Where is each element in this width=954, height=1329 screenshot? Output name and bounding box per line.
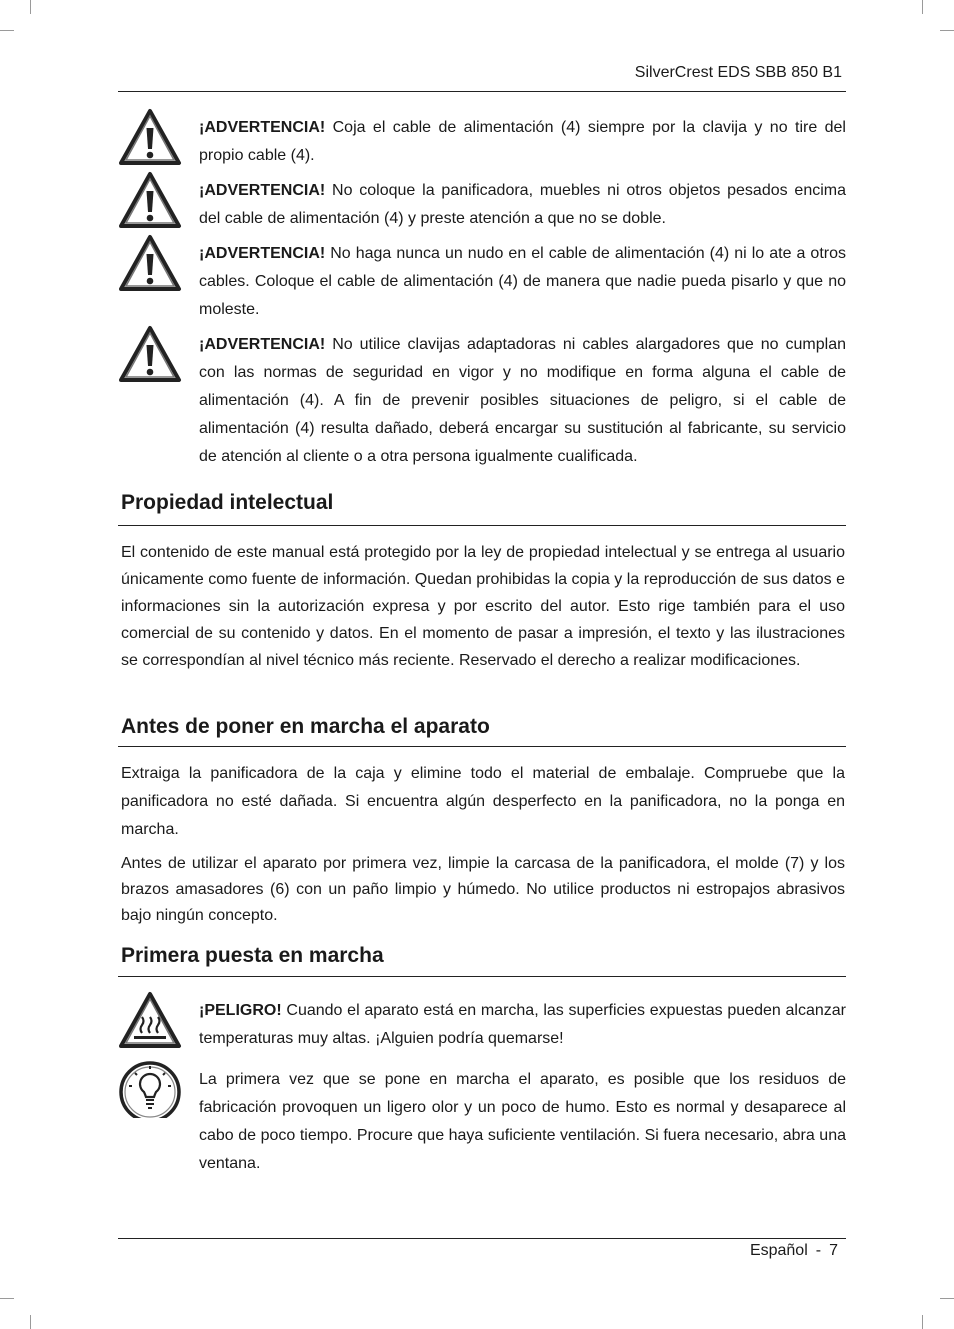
section-rule: [118, 746, 846, 747]
header-rule: [118, 91, 846, 92]
section-heading-primera-puesta: Primera puesta en marcha: [121, 944, 384, 967]
section-rule: [118, 525, 846, 526]
warning-notice: [118, 177, 846, 233]
tip-notice: [118, 1066, 846, 1178]
danger-text: [199, 997, 846, 1053]
warning-notice: [118, 114, 846, 170]
warning-notice: [118, 331, 846, 471]
crop-mark: [0, 30, 14, 31]
danger-label: ¡PELIGRO!: [199, 1002, 282, 1019]
hot-surface-icon: [118, 991, 182, 1049]
warning-label: ¡ADVERTENCIA!: [199, 182, 326, 199]
warning-text: [199, 177, 846, 233]
paragraph-propiedad-intelectual: El contenido de este manual está protegido por la ley de propiedad intelectual y se entrega al usuario únicamente como fuente de información. Quedan prohibidas la copia y la reproducción de sus datos e informaciones sin la autorización expresa y por escrito del autor. Esto rige también para el uso comercial de su contenido y datos. En el momento de pasar a impresión, el texto y las ilustraciones se correspondían al nivel técnico más reciente. Reservado el derecho a realizar modificaciones.: [121, 544, 845, 669]
document-header-title: SilverCrest EDS SBB 850 B1: [634, 64, 842, 81]
warning-body: No haga nunca un nudo en el cable de alimentación (4) ni lo ate a otros cables. Coloque el cable de alimentación (4) de manera que nadie pueda pisarlo y que no moleste.: [199, 245, 846, 318]
footer-rule: [118, 1238, 846, 1239]
warning-text: [199, 240, 846, 324]
section-heading-propiedad-intelectual: Propiedad intelectual: [121, 491, 334, 514]
crop-mark: [922, 0, 923, 14]
warning-triangle-icon: [118, 108, 182, 166]
warning-label: ¡ADVERTENCIA!: [199, 119, 326, 136]
crop-mark: [940, 30, 954, 31]
lightbulb-icon: [118, 1060, 182, 1118]
crop-mark: [922, 1315, 923, 1329]
paragraph-cleaning: Antes de utilizar el aparato por primera vez, limpie la carcasa de la panificadora, el molde (7) y los brazos amasadores (6) con un paño limpio y húmedo. No utilice productos ni estropajos abrasivos bajo ningún concepto.: [121, 855, 845, 924]
warning-label: ¡ADVERTENCIA!: [199, 336, 326, 353]
footer-separator: -: [815, 1242, 822, 1259]
tip-text: La primera vez que se pone en marcha el aparato, es posible que los residuos de fabricación provoquen un ligero olor y un poco de humo. Esto es normal y desaparece al cabo de poco tiempo. Procure que haya suficiente ventilación. Si fuera necesario, abra una ventana.: [199, 1071, 846, 1172]
warning-body: Coja el cable de alimentación (4) siempre por la clavija y no tire del propio cable (4).: [199, 119, 846, 164]
crop-mark: [0, 1298, 14, 1299]
paragraph-unpacking: Extraiga la panificadora de la caja y elimine todo el material de embalaje. Compruebe que la panificadora no esté dañada. Si encuentra algún desperfecto en la panificadora, no la ponga en marcha.: [121, 765, 845, 838]
section-rule: [118, 976, 846, 977]
warning-label: ¡ADVERTENCIA!: [199, 245, 326, 262]
warning-triangle-icon: [118, 234, 182, 292]
warning-triangle-icon: [118, 171, 182, 229]
warning-notice: [118, 240, 846, 324]
crop-mark: [940, 1298, 954, 1299]
crop-mark: [30, 0, 31, 14]
warning-body: No utilice clavijas adaptadoras ni cables alargadores que no cumplan con las normas de seguridad en vigor y no modifique en forma alguna el cable de alimentación (4). A fin de prevenir posibles situaciones de peligro, si el cable de alimentación (4) resulta dañado, deberá encargar su sustitución al fabricante, su servicio de atención al cliente o a otra persona igualmente cualificada.: [199, 336, 846, 465]
warning-text: [199, 331, 846, 471]
danger-notice: [118, 997, 846, 1053]
page-footer: [746, 1242, 842, 1260]
section-heading-antes-de-poner: Antes de poner en marcha el aparato: [121, 715, 490, 738]
page-number: 7: [829, 1242, 838, 1259]
danger-body: Cuando el aparato está en marcha, las superficies expuestas pueden alcanzar temperaturas muy altas. ¡Alguien podría quemarse!: [199, 1002, 846, 1047]
crop-mark: [30, 1315, 31, 1329]
warning-triangle-icon: [118, 325, 182, 383]
warning-text: [199, 114, 846, 170]
footer-language: Español: [749, 1242, 808, 1259]
warning-body: No coloque la panificadora, muebles ni otros objetos pesados encima del cable de alimentación (4) y preste atención a que no se doble.: [199, 182, 846, 227]
